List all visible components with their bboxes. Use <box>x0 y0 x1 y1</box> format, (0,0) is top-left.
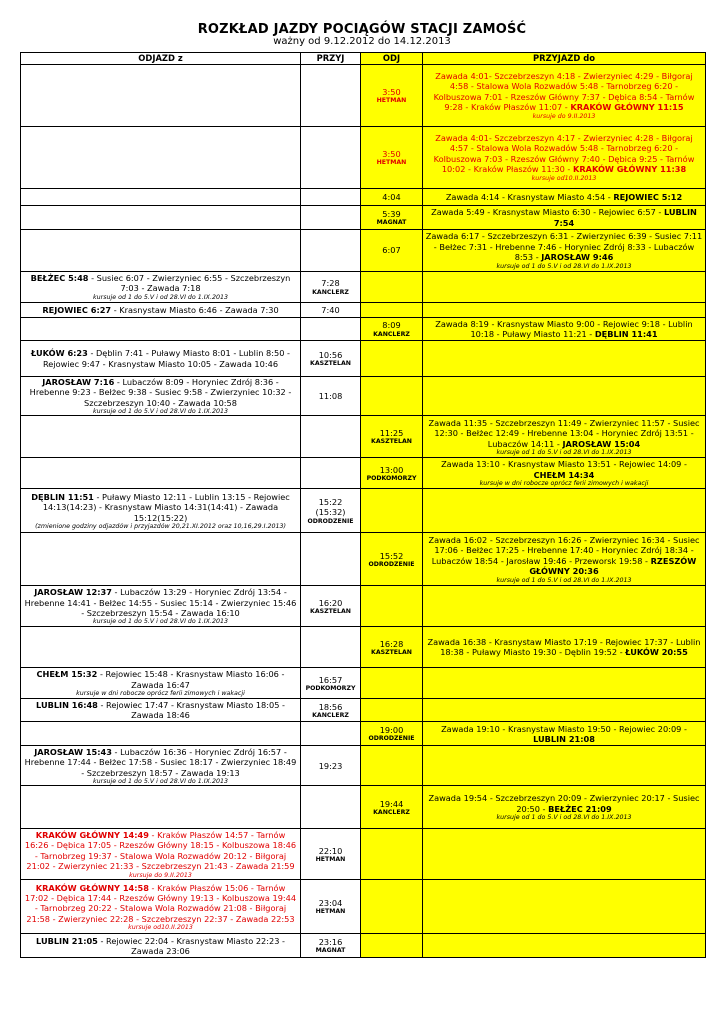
departure-cell <box>361 722 423 746</box>
arrival-cell <box>301 65 361 127</box>
train-name: ODRODZENIE <box>368 560 415 568</box>
train-name: ODRODZENIE <box>368 735 415 743</box>
arrival-cell <box>301 880 361 934</box>
origin-note: kursuje w dni robocze oprócz ferii zimowych i wakacji <box>76 690 245 698</box>
origin-note: kursuje od 1 do 5.V i od 28.VI do 1.IX.2013 <box>93 408 228 416</box>
origin-cell <box>21 127 301 189</box>
destination-note: kursuje do 9.II.2013 <box>532 112 596 120</box>
table-row <box>21 230 706 272</box>
destination-cell <box>423 627 706 668</box>
col-header-departure: ODJ <box>361 53 423 65</box>
train-name: HETMAN <box>376 97 407 104</box>
origin-cell <box>21 303 301 318</box>
destination-cell <box>423 377 706 416</box>
origin-cell <box>21 746 301 786</box>
destination-cell <box>423 746 706 786</box>
destination-cell <box>423 533 706 586</box>
destination-route: Zawada 13:10 - Krasnystaw Miasto 13:51 - Rejowiec 14:09 - <box>441 459 687 470</box>
departure-time: 5:39 <box>382 208 401 219</box>
destination-route: Zawada 6:17 - Szczebrzeszyn 6:31 - Zwierzyniec 6:39 - Susiec 7:11 - Bełżec 7:31 - Hrebenne 7:46 - Horyniec Zdrój 8:33 - Lubaczów 8:53 - <box>425 231 703 263</box>
col-header-arrival: PRZYJ <box>301 53 361 65</box>
departure-time: 4:04 <box>382 191 401 202</box>
destination-station: RZESZÓW GŁÓWNY 20:36 <box>529 555 697 577</box>
origin-cell <box>21 533 301 586</box>
arrival-time-alt: (15:32) <box>315 507 346 518</box>
arrival-cell <box>301 189 361 206</box>
table-row <box>21 880 706 934</box>
departure-cell <box>361 272 423 303</box>
destination-cell <box>423 829 706 880</box>
origin-station: KRAKÓW GŁÓWNY 14:49 <box>35 830 149 840</box>
table-row <box>21 699 706 722</box>
origin-cell <box>21 65 301 127</box>
origin-route: - Susiec 6:07 - Zwierzyniec 6:55 - Szczebrzeszyn 7:03 - Zawada 7:18 <box>91 272 291 294</box>
origin-cell <box>21 341 301 377</box>
origin-route: - Lubaczów 13:29 - Horyniec Zdrój 13:54 - Hrebenne 14:41 - Bełżec 14:55 - Susiec 15:14 - Zwierzyniec 15:46 - Szczebrzeszyn 15:54 - Zawada 16:10 <box>24 587 297 619</box>
train-name: HETMAN <box>315 855 346 863</box>
table-row <box>21 458 706 489</box>
table-row <box>21 786 706 829</box>
departure-cell <box>361 934 423 958</box>
origin-station: LUBLIN 21:05 <box>36 935 98 946</box>
departure-time: 3:50 <box>382 148 401 159</box>
origin-cell <box>21 416 301 458</box>
departure-cell <box>361 303 423 318</box>
arrival-cell <box>301 341 361 377</box>
train-name: KANCLERZ <box>373 808 410 816</box>
destination-note: kursuje od 1 do 5.V i od 28.VI do 1.IX.2013 <box>496 814 632 822</box>
validity-period: ważny od 9.12.2012 do 14.12.2013 <box>273 36 451 47</box>
arrival-cell <box>301 377 361 416</box>
origin-station: BEŁŻEC 5:48 <box>30 272 89 283</box>
departure-cell <box>361 206 423 230</box>
destination-cell <box>423 341 706 377</box>
origin-cell <box>21 458 301 489</box>
origin-route: - Kraków Płaszów 15:06 - Tarnów 17:02 - Dębica 17:44 - Rzeszów Główny 19:13 - Kolbuszowa 19:44 - Tarnobrzeg 20:22 - Stalowa Wola Rozwadów 21:08 - Biłgoraj 21:58 - Zwierzyniec 22:28 - Szczebrzeszyn 22:37 - Zawada 22:53 <box>24 882 297 924</box>
table-row <box>21 489 706 533</box>
destination-station: LUBLIN 7:54 <box>553 207 697 228</box>
origin-cell <box>21 318 301 341</box>
arrival-time: 16:20 <box>318 597 343 608</box>
table-row <box>21 272 706 303</box>
departure-time: 15:52 <box>379 550 404 561</box>
train-name: PODKOMORZY <box>366 474 417 482</box>
destination-cell <box>423 699 706 722</box>
departure-cell <box>361 189 423 206</box>
destination-cell <box>423 206 706 230</box>
origin-note: kursuje od 1 do 5.V i od 28.VI do 1.IX.2013 <box>93 293 228 301</box>
origin-station: JAROSŁAW 15:43 <box>34 746 112 757</box>
arrival-cell <box>301 829 361 880</box>
departure-cell <box>361 230 423 272</box>
destination-cell <box>423 189 706 206</box>
departure-time: 3:50 <box>382 86 401 97</box>
origin-cell <box>21 489 301 533</box>
origin-station: REJOWIEC 6:27 <box>42 304 112 315</box>
origin-cell <box>21 627 301 668</box>
destination-route: Zawada 16:02 - Szczebrzeszyn 16:26 - Zwierzyniec 16:34 - Susiec 17:06 - Bełżec 17:25 - Hrebenne 17:40 - Horyniec Zdrój 18:34 - Lubaczów 18:54 - Jarosław 19:46 - Przeworsk 19:58 - <box>428 535 700 566</box>
origin-cell <box>21 230 301 272</box>
arrival-cell <box>301 668 361 699</box>
table-row <box>21 533 706 586</box>
arrival-cell <box>301 627 361 668</box>
origin-note: (zmienione godziny odjazdów i przyjazdów 20,21.XI.2012 oraz 10,16,29.I.2013) <box>35 522 286 530</box>
origin-cell <box>21 880 301 934</box>
departure-cell <box>361 65 423 127</box>
origin-station: ŁUKÓW 6:23 <box>31 348 88 359</box>
origin-note: kursuje od 1 do 5.V i od 28.VI do 1.IX.2013 <box>93 777 228 785</box>
departure-cell <box>361 786 423 829</box>
origin-cell <box>21 699 301 722</box>
arrival-cell <box>301 586 361 627</box>
origin-route: - Krasnystaw Miasto 6:46 - Zawada 7:30 <box>113 304 279 315</box>
arrival-time: 19:23 <box>318 760 343 771</box>
departure-time: 8:09 <box>382 320 401 331</box>
arrival-cell <box>301 699 361 722</box>
destination-cell <box>423 230 706 272</box>
arrival-cell <box>301 318 361 341</box>
departure-cell <box>361 627 423 668</box>
departure-cell <box>361 458 423 489</box>
arrival-time: 11:08 <box>318 391 343 401</box>
arrival-cell <box>301 230 361 272</box>
destination-cell <box>423 934 706 958</box>
destination-station: BEŁŻEC 21:09 <box>548 803 612 814</box>
departure-cell <box>361 127 423 189</box>
departure-cell <box>361 746 423 786</box>
departure-time: 13:00 <box>379 464 404 475</box>
destination-route: Zawada 19:54 - Szczebrzeszyn 20:09 - Zwierzyniec 20:17 - Susiec 20:50 - <box>428 793 700 814</box>
arrival-cell <box>301 934 361 958</box>
departure-cell <box>361 377 423 416</box>
table-row <box>21 206 706 230</box>
table-row <box>21 341 706 377</box>
destination-cell <box>423 489 706 533</box>
origin-cell <box>21 934 301 958</box>
arrival-time: 16:57 <box>318 674 343 685</box>
train-name: KASZTELAN <box>371 648 412 656</box>
destination-station: KRAKÓW GŁÓWNY 11:38 <box>573 164 687 175</box>
departure-cell <box>361 699 423 722</box>
origin-route: - Kraków Płaszów 14:57 - Tarnów 16:26 - Dębica 17:05 - Rzeszów Główny 18:15 - Kolbuszowa 18:46 - Tarnobrzeg 19:37 - Stalowa Wola Rozwadów 20:12 - Biłgoraj 21:02 - Zwierzyniec 21:33 - Szczebrzeszyn 21:43 - Zawada 21:59 <box>24 830 297 872</box>
origin-cell <box>21 829 301 880</box>
train-name: KASZTELAN <box>310 607 351 615</box>
train-name: HETMAN <box>315 908 346 916</box>
header-row <box>21 53 706 65</box>
table-row <box>21 416 706 458</box>
origin-cell <box>21 272 301 303</box>
destination-station: DĘBLIN 11:41 <box>594 329 658 339</box>
departure-cell <box>361 416 423 458</box>
departure-cell <box>361 880 423 934</box>
train-name: MAGNAT <box>376 219 407 226</box>
page-title: ROZKŁAD JAZDY POCIĄGÓW STACJI ZAMOŚĆ <box>197 22 527 37</box>
arrival-cell <box>301 206 361 230</box>
destination-route: Zawada 16:38 - Krasnystaw Miasto 17:19 - Rejowiec 17:37 - Lublin 18:38 - Puławy Miasto 19:30 - Dęblin 19:52 - <box>427 637 701 658</box>
destination-cell <box>423 880 706 934</box>
destination-note: kursuje od 1 do 5.V i od 28.VI do 1.IX.2013 <box>496 576 632 584</box>
arrival-time: 23:04 <box>318 898 343 909</box>
departure-cell <box>361 586 423 627</box>
departure-time: 16:28 <box>379 638 404 649</box>
col-header-departure-from: ODJAZD z <box>21 53 301 65</box>
origin-station: LUBLIN 16:48 <box>36 700 98 711</box>
origin-station: KRAKÓW GŁÓWNY 14:58 <box>35 882 149 893</box>
train-name: HETMAN <box>376 159 407 166</box>
arrival-cell <box>301 786 361 829</box>
origin-note: kursuje od 1 do 5.V i od 28.VI do 1.IX.2013 <box>93 618 228 626</box>
origin-route: - Lubaczów 8:09 - Horyniec Zdrój 8:36 - Hrebenne 9:23 - Bełżec 9:38 - Susiec 9:58 - Zwierzyniec 10:32 - Szczebrzeszyn 10:40 - Zawada 10:58 <box>29 377 292 408</box>
timetable <box>20 52 706 958</box>
arrival-cell <box>301 722 361 746</box>
arrival-time: 7:28 <box>321 278 340 289</box>
departure-time: 19:44 <box>379 798 404 809</box>
train-name: MAGNAT <box>315 947 346 955</box>
origin-cell <box>21 377 301 416</box>
arrival-cell <box>301 489 361 533</box>
arrival-cell <box>301 272 361 303</box>
arrival-time: 23:16 <box>318 937 343 948</box>
table-row <box>21 934 706 958</box>
origin-cell <box>21 586 301 627</box>
train-name: ODRODZENIE <box>307 517 354 525</box>
table-row <box>21 746 706 786</box>
origin-route: - Rejowiec 15:48 - Krasnystaw Miasto 16:06 - Zawada 16:47 <box>99 669 285 690</box>
train-name: KASZTELAN <box>371 438 412 446</box>
destination-route: Zawada 11:35 - Szczebrzeszyn 11:49 - Zwierzyniec 11:57 - Susiec 12:30 - Bełżec 12:49 - Hrebenne 13:04 - Horyniec Zdrój 13:51 - Lubaczów 14:11 - <box>428 417 700 449</box>
destination-station: JAROSŁAW 15:04 <box>562 438 641 449</box>
arrival-cell <box>301 127 361 189</box>
origin-route: - Puławy Miasto 12:11 - Lublin 13:15 - Rejowiec 14:13(14:23) - Krasnystaw Miasto 14:31(14:41) - Zawada 15:12(15:22) <box>42 491 290 523</box>
destination-station: LUBLIN 21:08 <box>533 733 595 744</box>
origin-cell <box>21 189 301 206</box>
table-row <box>21 65 706 127</box>
destination-cell <box>423 668 706 699</box>
origin-station: CHEŁM 15:32 <box>36 669 98 680</box>
table-row <box>21 377 706 416</box>
origin-note: kursuje od10.II.2013 <box>128 924 193 932</box>
timetable-body <box>21 65 706 958</box>
departure-cell <box>361 829 423 880</box>
table-row <box>21 829 706 880</box>
departure-time: 11:25 <box>379 428 404 439</box>
arrival-cell <box>301 533 361 586</box>
destination-cell <box>423 786 706 829</box>
destination-station: CHEŁM 14:34 <box>533 469 595 480</box>
table-row <box>21 586 706 627</box>
train-name: KASZTELAN <box>310 360 351 367</box>
origin-cell <box>21 668 301 699</box>
destination-route: Zawada 4:14 - Krasnystaw Miasto 4:54 - <box>445 191 611 202</box>
table-row <box>21 318 706 341</box>
destination-station: ŁUKÓW 20:55 <box>625 647 688 658</box>
arrival-cell <box>301 416 361 458</box>
departure-cell <box>361 318 423 341</box>
destination-route: Zawada 4:01- Szczebrzeszyn 4:17 - Zwierzyniec 4:28 - Biłgoraj 4:57 - Stalowa Wola Rozwadów 5:48 - Tarnobrzeg 6:20 - Kolbuszowa 7:03 - Rzeszów Główny 7:40 - Dębica 9:25 - Tarnów 10:02 - Kraków Płaszów 11:30 - <box>433 133 695 175</box>
origin-station: JAROSŁAW 7:16 <box>42 377 115 387</box>
destination-cell <box>423 65 706 127</box>
origin-route: - Rejowiec 17:47 - Krasnystaw Miasto 18:05 - Zawada 18:46 <box>100 700 285 721</box>
arrival-cell <box>301 303 361 318</box>
train-name: KANCLERZ <box>373 330 410 338</box>
origin-station: JAROSŁAW 12:37 <box>34 587 112 598</box>
destination-cell <box>423 303 706 318</box>
destination-station: JAROSŁAW 9:46 <box>541 252 614 263</box>
destination-cell <box>423 458 706 489</box>
table-row <box>21 627 706 668</box>
destination-station: REJOWIEC 5:12 <box>613 191 683 202</box>
departure-cell <box>361 341 423 377</box>
origin-note: kursuje do 9.II.2013 <box>129 871 192 879</box>
arrival-cell <box>301 458 361 489</box>
departure-cell <box>361 489 423 533</box>
origin-route: - Rejowiec 22:04 - Krasnystaw Miasto 22:23 - Zawada 23:06 <box>100 935 285 956</box>
destination-note: kursuje od 1 do 5.V i od 28.VI do 1.IX.2013 <box>496 262 632 270</box>
col-header-arrival-to: PRZYJAZD do <box>423 53 706 65</box>
destination-station: KRAKÓW GŁÓWNY 11:15 <box>570 102 684 113</box>
origin-route: - Dęblin 7:41 - Puławy Miasto 8:01 - Lublin 8:50 - Rejowiec 9:47 - Krasnystaw Miasto 10:05 - Zawada 10:46 <box>42 348 290 369</box>
arrival-time: 18:56 <box>318 701 343 712</box>
arrival-time: 22:10 <box>318 845 343 856</box>
departure-time: 19:00 <box>379 725 404 736</box>
table-row <box>21 127 706 189</box>
destination-cell <box>423 586 706 627</box>
arrival-time: 15:22 <box>318 496 343 507</box>
origin-station: DĘBLIN 11:51 <box>31 491 94 502</box>
departure-time: 6:07 <box>382 245 401 256</box>
destination-route: Zawada 19:10 - Krasnystaw Miasto 19:50 - Rejowiec 20:09 - <box>441 723 687 734</box>
destination-cell <box>423 127 706 189</box>
table-row <box>21 668 706 699</box>
destination-route: Zawada 4:01- Szczebrzeszyn 4:18 - Zwierzyniec 4:29 - Biłgoraj 4:58 - Stalowa Wola Rozwadów 5:48 - Tarnobrzeg 6:20 - Kolbuszowa 7:01 - Rzeszów Główny 7:37 - Dębica 8:54 - Tarnów 9:28 - Kraków Płaszów 11:07 - <box>433 71 695 113</box>
destination-cell <box>423 722 706 746</box>
origin-cell <box>21 206 301 230</box>
origin-cell <box>21 786 301 829</box>
destination-cell <box>423 272 706 303</box>
train-name: KANCLERZ <box>312 711 349 719</box>
arrival-time: 10:56 <box>318 349 343 360</box>
destination-route: Zawada 8:19 - Krasnystaw Miasto 9:00 - Rejowiec 9:18 - Lublin 10:18 - Puławy Miasto 11:21 - <box>435 318 693 339</box>
destination-note: kursuje w dni robocze oprócz ferii zimowych i wakacji <box>479 480 649 488</box>
destination-cell <box>423 318 706 341</box>
table-row <box>21 303 706 318</box>
train-name: PODKOMORZY <box>305 684 356 692</box>
departure-cell <box>361 533 423 586</box>
origin-route: - Lubaczów 16:36 - Horyniec Zdrój 16:57 - Hrebenne 17:44 - Bełżec 17:58 - Susiec 18:17 - Zwierzyniec 18:49 - Szczebrzeszyn 18:57 - Zawada 19:13 <box>24 746 297 778</box>
arrival-cell <box>301 746 361 786</box>
destination-note: kursuje od10.II.2013 <box>531 174 597 182</box>
origin-cell <box>21 722 301 746</box>
table-row <box>21 722 706 746</box>
destination-cell <box>423 416 706 458</box>
destination-note: kursuje od 1 do 5.V i od 28.VI do 1.IX.2013 <box>496 448 632 456</box>
train-name: KANCLERZ <box>312 288 349 296</box>
arrival-time: 7:40 <box>321 304 340 315</box>
table-row <box>21 189 706 206</box>
destination-route: Zawada 5:49 - Krasnystaw Miasto 6:30 - Rejowiec 6:57 - <box>431 207 662 218</box>
departure-cell <box>361 668 423 699</box>
